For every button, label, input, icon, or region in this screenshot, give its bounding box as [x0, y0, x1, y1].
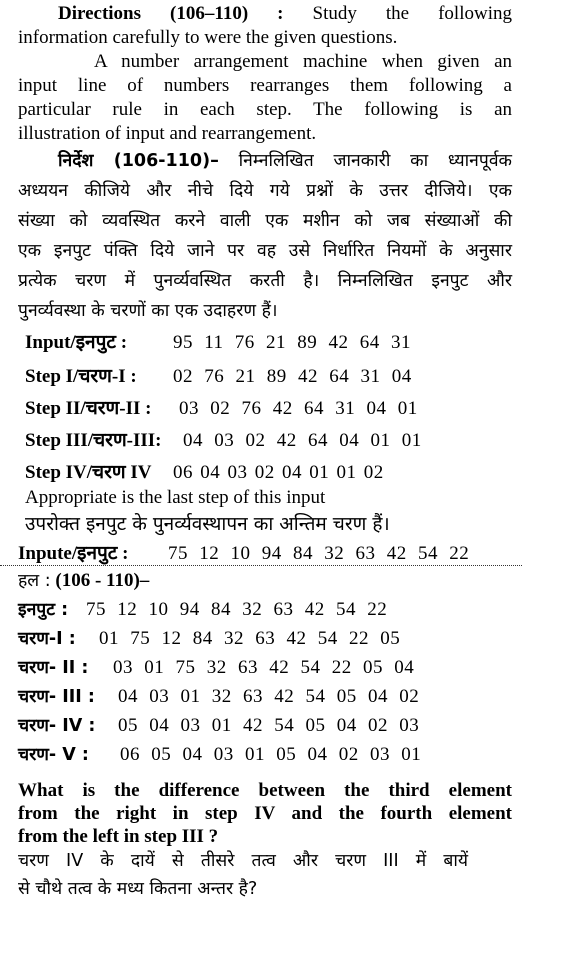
- solution-row-values: 04 03 01 32 63 42 54 05 04 02: [118, 686, 420, 707]
- directions-hi-line: संख्या को व्यवस्थित करने वाली एक मशीन को जब संख्याओं की: [18, 211, 512, 231]
- solution-row-values: 75 12 10 94 84 32 63 42 54 22: [86, 599, 388, 620]
- question-en-line: What is the difference between the third element: [18, 780, 512, 801]
- example-row-label: Input/इनपुट :: [25, 332, 128, 353]
- directions-hi-text: निम्नलिखित जानकारी का ध्यानपूर्वक: [238, 151, 512, 171]
- example-note-en: Appropriate is the last step of this input: [25, 487, 326, 508]
- description-en-line: illustration of input and rearrangement.: [18, 123, 317, 144]
- solution-heading-num: (106 - 110)–: [55, 570, 150, 591]
- example-row-step1: [25, 362, 412, 388]
- description-en-line: input line of numbers rearranges them following a: [18, 75, 512, 96]
- example-row-values: 06 04 03 02 04 01 01 02: [173, 462, 384, 483]
- solution-heading-hi: हल :: [18, 571, 51, 591]
- example-row-values: 02 76 21 89 42 64 31 04: [173, 366, 412, 387]
- example-row-label: Step IV/चरण IV: [25, 462, 152, 483]
- directions-block: [18, 2, 512, 50]
- example-row-label: Step II/चरण-II :: [25, 398, 152, 419]
- solution-row-step4: [18, 713, 419, 737]
- example-row-values: 04 03 02 42 64 04 01 01: [183, 430, 422, 451]
- solution-row-step3: [18, 684, 419, 708]
- directions-text: Study the following: [312, 3, 512, 24]
- new-input-values: 75 12 10 94 84 32 63 42 54 22: [168, 543, 470, 564]
- solution-row-values: 05 04 03 01 42 54 05 04 02 03: [118, 715, 420, 736]
- example-row-input: [25, 328, 411, 354]
- divider: [0, 565, 522, 566]
- question-en-line: from the left in step III ?: [18, 826, 219, 847]
- directions-hi: [18, 146, 512, 326]
- example-note-hi: उपरोक्त इनपुट के पुनर्व्यवस्थापन का अन्तिम चरण हैं।: [25, 513, 390, 535]
- directions-hi-line: एक इनपुट पंक्ति दिये जाने पर वह उसे निर्धारित नियमों के अनुसार: [18, 241, 512, 261]
- directions-hi-label: निर्देश (106-110)–: [58, 151, 219, 171]
- solution-row-label: चरण- III :: [18, 687, 95, 707]
- solution-row-label: चरण-I :: [18, 629, 76, 649]
- description-en-line: particular rule in each step. The following is an: [18, 99, 512, 120]
- description-en-line: A number arrangement machine when given an: [94, 51, 512, 72]
- solution-row-values: 06 05 04 03 01 05 04 02 03 01: [120, 744, 422, 765]
- directions-hi-line-1: [18, 146, 512, 176]
- solution-row-step1: [18, 626, 400, 650]
- example-row-label: Step III/चरण-III:: [25, 430, 162, 451]
- question-hi-line: से चौथे तत्व के मध्य कितना अन्तर है?: [18, 879, 258, 899]
- solution-row-values: 03 01 75 32 63 42 54 22 05 04: [113, 657, 415, 678]
- question-en-line: from the right in step IV and the fourth element: [18, 803, 512, 824]
- solution-row-step2: [18, 655, 414, 679]
- directions-hi-line: प्रत्येक चरण में पुनर्व्यवस्थित करती है। निम्नलिखित इनपुट और: [18, 271, 512, 291]
- question-hi: [18, 847, 468, 903]
- directions-label: Directions (106–110) :: [58, 3, 284, 24]
- solution-row-step5: [18, 742, 421, 766]
- solution-row-label: चरण- II :: [18, 658, 89, 678]
- example-row-step3: [25, 426, 422, 452]
- question-en: [18, 779, 512, 848]
- question-hi-line: चरण IV के दायें से तीसरे तत्व और चरण III में बायें: [18, 851, 468, 871]
- directions-line-2: information carefully to were the given questions.: [18, 27, 398, 48]
- directions-hi-line: पुनर्व्यवस्था के चरणों का एक उदाहरण हैं।: [18, 301, 278, 321]
- solution-row-label: इनपुट :: [18, 600, 69, 620]
- solution-row-input: [18, 597, 387, 621]
- example-row-label: Step I/चरण-I :: [25, 366, 137, 387]
- example-row-step2: [25, 394, 418, 420]
- solution-heading: [18, 568, 149, 592]
- solution-row-values: 01 75 12 84 32 63 42 54 22 05: [99, 628, 401, 649]
- solution-row-label: चरण- V :: [18, 745, 89, 765]
- solution-row-label: चरण- IV :: [18, 716, 96, 736]
- directions-line-1: [18, 2, 512, 26]
- new-input-label: Inpute/इनपुट :: [18, 543, 129, 564]
- example-row-step4: [25, 458, 384, 484]
- directions-hi-line: अध्ययन कीजिये और नीचे दिये गये प्रश्नों के उत्तर दीजिये। एक: [18, 181, 512, 201]
- new-input-row: [18, 539, 469, 565]
- example-row-values: 95 11 76 21 89 42 64 31: [173, 332, 412, 353]
- description-en: [18, 50, 512, 146]
- example-row-values: 03 02 76 42 64 31 04 01: [179, 398, 418, 419]
